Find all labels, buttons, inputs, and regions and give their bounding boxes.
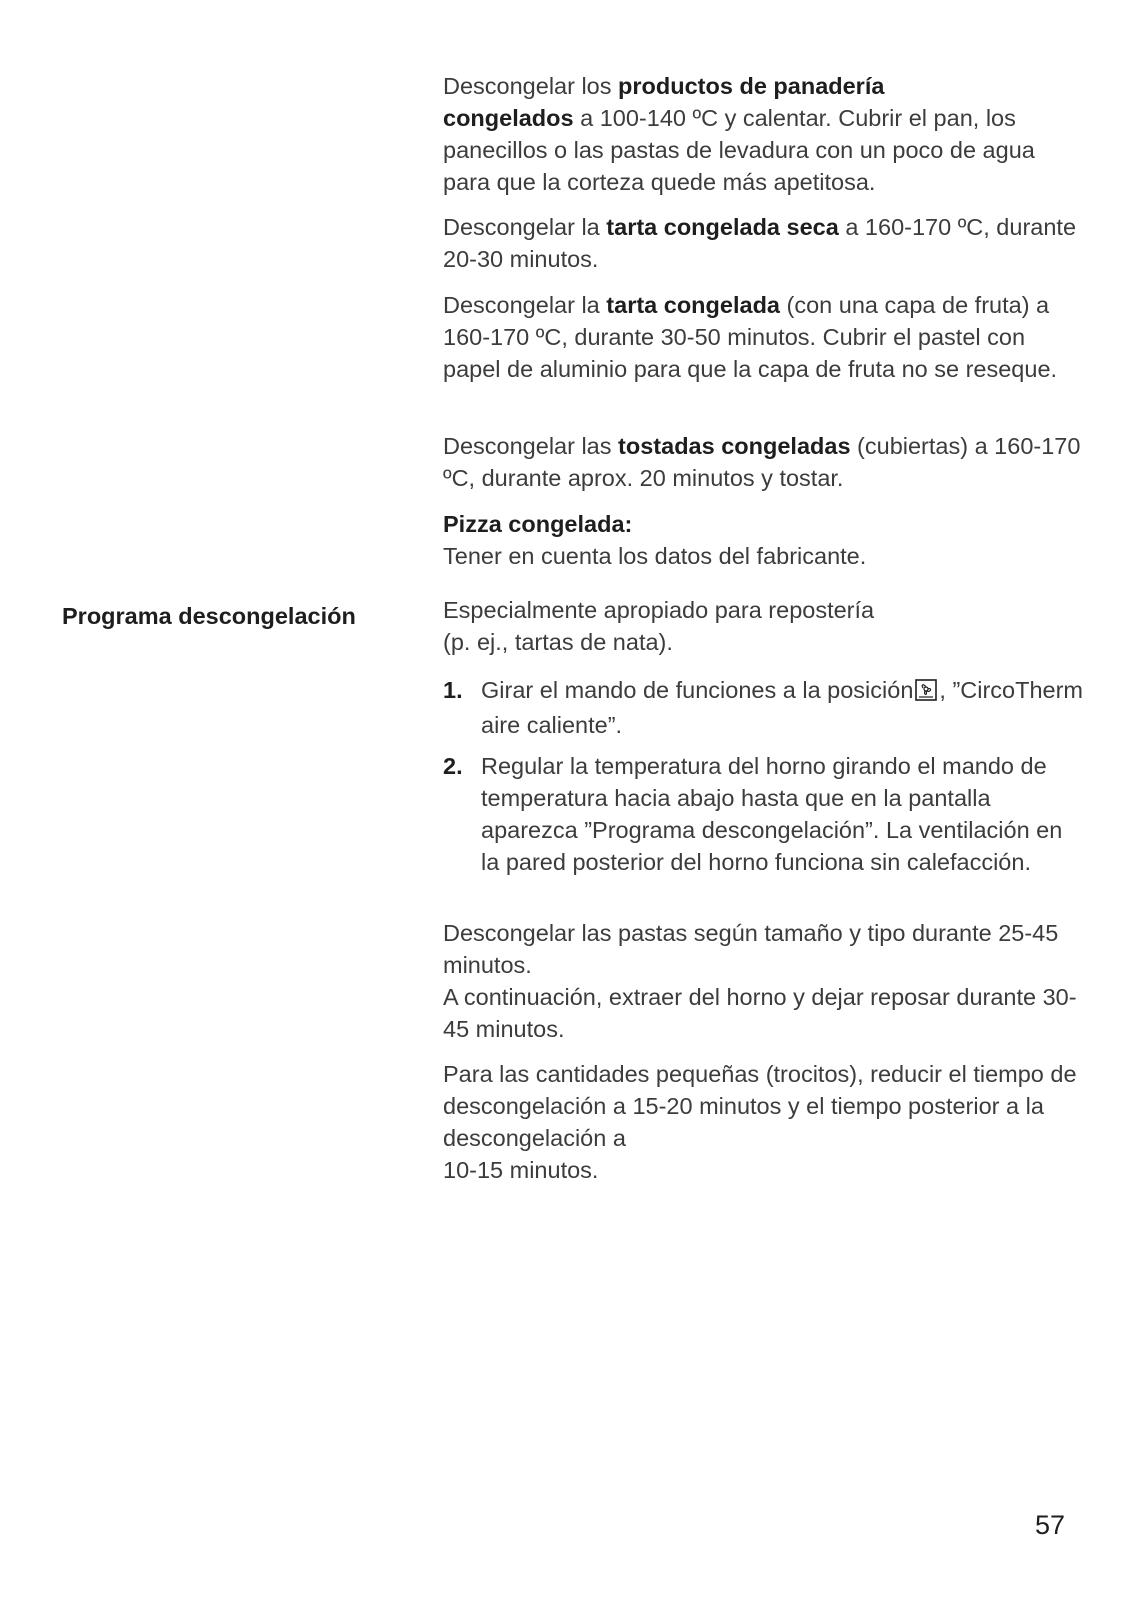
paragraph-pizza xyxy=(443,508,1083,572)
text: Descongelar las pastas según tamaño y tipo durante 25-45 minutos. xyxy=(443,920,1059,978)
text: a 100-140 ºC y calentar. Cubrir el pan, los panecillos o las pastas de levadura con un poco de agua para que la corteza quede más apetitosa. xyxy=(443,105,1035,195)
page-number: 57 xyxy=(1034,1510,1065,1540)
step-text: Regular la temperatura del horno girando el mando de temperatura hacia abajo hasta que en la pantalla aparezca ”Programa descongelación”. La ventilación en la pared posterior del horno funciona sin calefacción. xyxy=(481,753,1063,875)
text: Para las cantidades pequeñas (trocitos), reducir el tiempo de descongelación a 15-20 minutos y el tiempo posterior a la descongelación a xyxy=(443,1061,1077,1151)
program-heading: Programa descongelación xyxy=(62,603,356,629)
text: (con una capa de fruta) a 160-170 ºC, durante 30-50 minutos. Cubrir el pastel con papel de aluminio para que la capa de fruta no se reseque. xyxy=(443,292,1058,382)
step-text: , ”CircoTherm aire caliente”. xyxy=(481,677,1084,738)
pizza-heading: Pizza congelada: xyxy=(443,511,633,537)
paragraph-small-quantities xyxy=(443,1058,1083,1186)
pizza-text: Tener en cuenta los datos del fabricante. xyxy=(443,543,867,569)
bold-term: tostadas congeladas xyxy=(618,433,851,459)
text: 10-15 minutos. xyxy=(443,1157,599,1183)
text: (p. ej., tartas de nata). xyxy=(443,629,673,655)
circotherm-fan-icon xyxy=(915,677,937,709)
step-text: Girar el mando de funciones a la posición xyxy=(481,677,914,703)
paragraph-pastry-times xyxy=(443,917,1083,1045)
text: Descongelar los xyxy=(443,73,619,99)
text: A continuación, extraer del horno y dejar reposar durante 30-45 minutos. xyxy=(443,984,1077,1042)
bold-term: tarta congelada seca xyxy=(606,214,839,240)
bold-term: productos de panadería xyxy=(618,73,885,99)
text: Descongelar la xyxy=(443,214,607,240)
program-intro xyxy=(443,594,1083,658)
text: Especialmente apropiado para repostería xyxy=(443,597,875,623)
text: Descongelar la xyxy=(443,292,607,318)
text: (cubiertas) a 160-170 ºC, durante aprox. 20 minutos y tostar. xyxy=(443,433,1081,491)
step-1 xyxy=(443,674,1083,741)
text: Descongelar las xyxy=(443,433,619,459)
paragraph-dry-cake xyxy=(443,211,1083,275)
step-2 xyxy=(443,750,1083,878)
text: a 160-170 ºC, durante 20-30 minutos. xyxy=(443,214,1077,272)
bold-term: tarta congelada xyxy=(606,292,780,318)
step-number: 1. xyxy=(443,677,463,703)
paragraph-fruit-cake xyxy=(443,289,1083,385)
paragraph-toast xyxy=(443,430,1083,494)
steps-list xyxy=(443,674,1083,878)
step-number: 2. xyxy=(443,753,463,779)
bold-term: congelados xyxy=(443,105,574,131)
paragraph-bakery xyxy=(443,70,1083,198)
